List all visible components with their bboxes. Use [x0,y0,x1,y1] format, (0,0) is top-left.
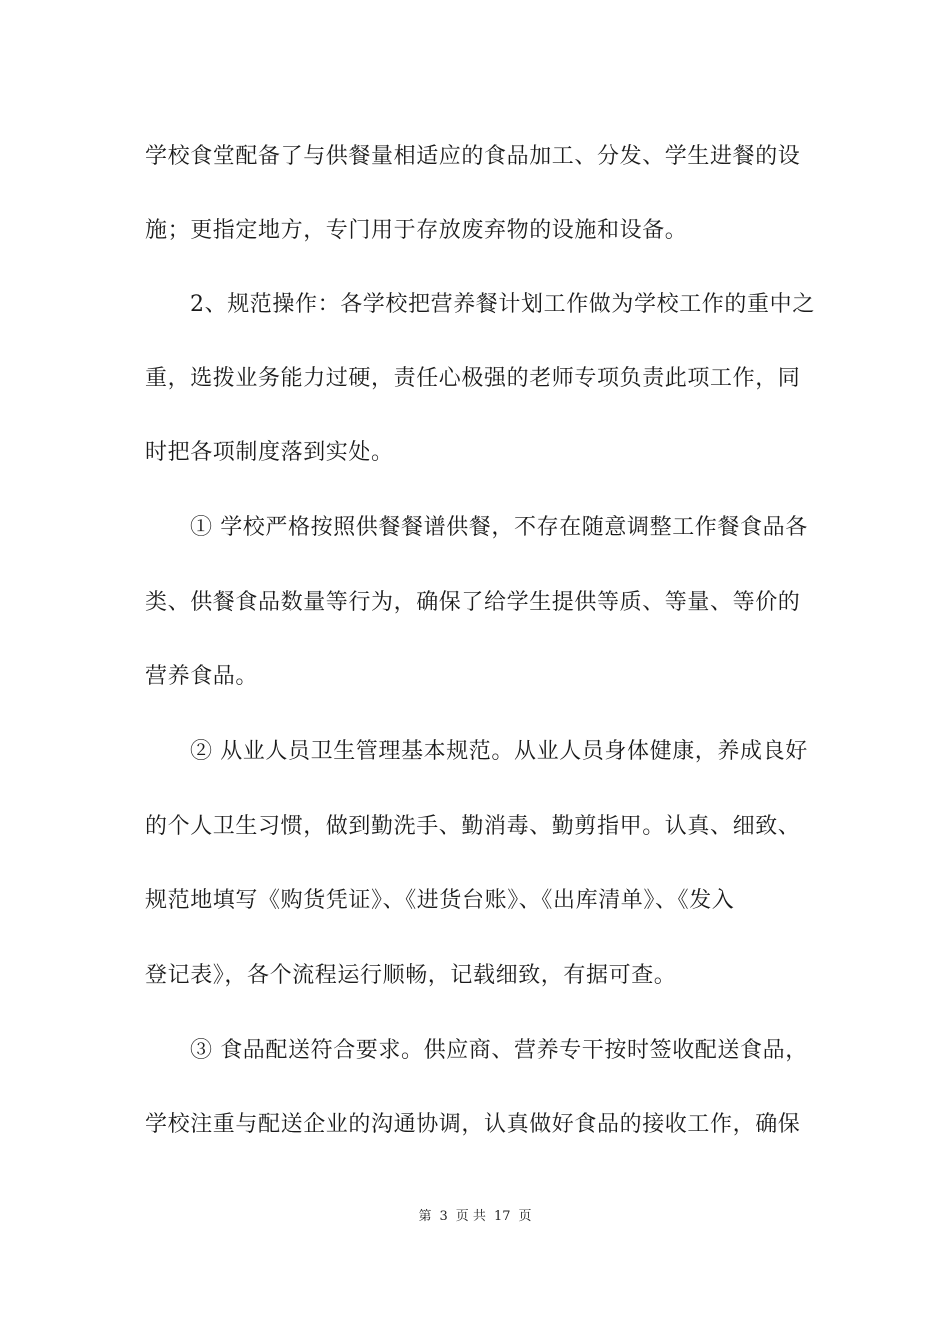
text-line: ③ 食品配送符合要求。供应商、营养专干按时签收配送食品， [190,1038,808,1063]
footer-page-number: 3 [439,1209,448,1224]
text-line: 的个人卫生习惯，做到勤洗手、勤消毒、勤剪指甲。认真、细致、 [145,814,801,839]
footer-suffix: 页 [518,1209,532,1224]
text-line: ① 学校严格按照供餐餐谱供餐，不存在随意调整工作餐食品各 [190,515,808,540]
text-line: 学校食堂配备了与供餐量相适应的食品加工、分发、学生进餐的设 [145,144,801,169]
text-line: 2、规范操作：各学校把营养餐计划工作做为学校工作的重中之 [190,292,815,317]
text-line: 时把各项制度落到实处。 [145,440,394,465]
text-line: 登记表》，各个流程运行顺畅，记载细致，有据可查。 [145,963,677,988]
text-line: 学校注重与配送企业的沟通协调，认真做好食品的接收工作，确保 [145,1112,801,1137]
text-line: 规范地填写《购货凭证》、《进货台账》、《出库清单》、《发入 [145,888,735,913]
text-line: 营养食品。 [145,664,259,689]
page-footer [0,1208,950,1226]
text-line: 重，选拨业务能力过硬，责任心极强的老师专项负责此项工作，同 [145,366,801,391]
footer-total-pages: 17 [493,1209,511,1224]
footer-middle: 页 共 [455,1209,486,1224]
footer-prefix: 第 [418,1209,432,1224]
text-line: 类、供餐食品数量等行为，确保了给学生提供等质、等量、等价的 [145,590,801,615]
text-line: ② 从业人员卫生管理基本规范。从业人员身体健康，养成良好 [190,739,808,764]
text-line: 施；更指定地方，专门用于存放废弃物的设施和设备。 [145,218,688,243]
